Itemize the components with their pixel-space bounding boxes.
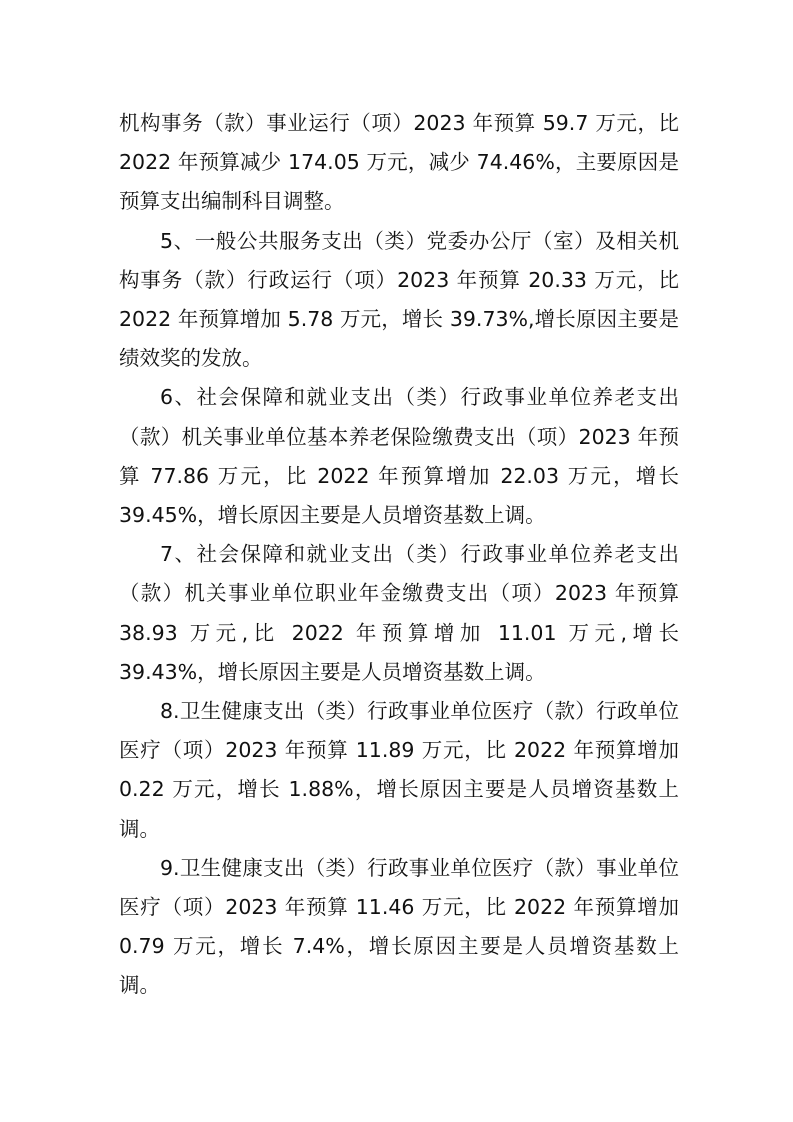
paragraph-continued-item-4: 机构事务（款）事业运行（项）2023 年预算 59.7 万元，比 2022 年预算减少 174.05 万元，减少 74.46%，主要原因是预算支出编制科目调整。 bbox=[119, 111, 679, 214]
paragraph-item-7: 7、社会保障和就业支出（类）行政事业单位养老支出（款）机关事业单位职业年金缴费支出（项）2023 年预算 38.93 万元,比 2022 年预算增加 11.01 万元,增长 39.43%，增长原因主要是人员增资基数上调。 bbox=[119, 542, 679, 684]
paragraph-item-5: 5、一般公共服务支出（类）党委办公厅（室）及相关机构事务（款）行政运行（项）2023 年预算 20.33 万元，比 2022 年预算增加 5.78 万元，增长 39.73%,增长原因主要是绩效奖的发放。 bbox=[119, 228, 679, 371]
paragraph-item-8: 8.卫生健康支出（类）行政事业单位医疗（款）行政单位医疗（项）2023 年预算 11.89 万元，比 2022 年预算增加 0.22 万元，增长 1.88%，增长原因主要是人员增资基数上调。 bbox=[119, 699, 679, 841]
document-body bbox=[119, 104, 679, 1006]
paragraph-item-9: 9.卫生健康支出（类）行政事业单位医疗（款）事业单位医疗（项）2023 年预算 11.46 万元，比 2022 年预算增加 0.79 万元，增长 7.4%，增长原因主要是人员增资基数上调。 bbox=[119, 855, 679, 998]
paragraph-item-6: 6、社会保障和就业支出（类）行政事业单位养老支出（款）机关事业单位基本养老保险缴费支出（项）2023 年预算 77.86 万元，比 2022 年预算增加 22.03 万元，增长 39.45%，增长原因主要是人员增资基数上调。 bbox=[119, 385, 679, 528]
